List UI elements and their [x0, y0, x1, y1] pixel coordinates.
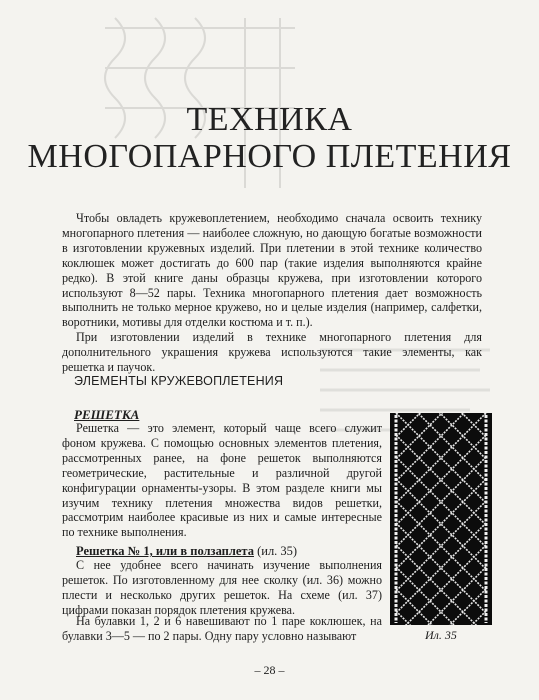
grid1-instructions: На булавки 1, 2 и 6 навешивают по 1 паре коклюшек, на булавки 3—5 — по 2 пары. Одну пару условно называют — [62, 614, 382, 643]
grid1-heading — [76, 544, 297, 559]
grid1-paragraph: С нее удобнее всего начинать изучение выполнения решеток. По изготовленному для нее сколку (ил. 36) можно плести и несколько других решеток. На схеме (ил. 37) цифрами показан порядок плетения кружева. — [62, 558, 382, 617]
grid-description-paragraph: Решетка — это элемент, который чаще всего служит фоном кружева. С помощью основных элементов плетения, рассмотренных ранее, на фоне решеток выполняются геометрические, растительные и различной другой конфигурации орнаменты-узоры. В этом разделе книги мы изучим технику плетения множества видов решетки, рассмотрим наиболее красивые из них и самые интересные по технике выполнения. — [62, 421, 382, 540]
figure-caption: Ил. 35 — [425, 628, 457, 642]
page-number: – 28 – — [254, 663, 285, 677]
subsection-heading: РЕШЕТКА — [74, 407, 140, 422]
grid1-title: Решетка № 1, или в ползаплета — [76, 544, 254, 558]
lace-grid-icon — [390, 413, 492, 625]
lace-grid-photo — [390, 413, 492, 625]
page-title-line-1: ТЕХНИКА — [186, 101, 353, 138]
intro-paragraph-2: При изготовлении изделий в технике многопарного плетения для дополнительного украшения кружева используются такие элементы, как решетка и паучок. — [62, 330, 482, 374]
grid1-figure-ref: (ил. 35) — [253, 544, 298, 558]
page-title-line-2: МНОГОПАРНОГО ПЛЕТЕНИЯ — [27, 138, 512, 175]
intro-paragraph-1: Чтобы овладеть кружевоплетением, необходимо сначала освоить технику многопарного плетения — наиболее сложную, но дающую богатые возможности в изготовлении кружевных изделий. При плетении в этой технике количество коклюшек может достигать до 600 пар (такие изделия выполняются крайне редко). В этой книге даны образцы кружева, при изготовлении которого используют 8—52 пары. Техника многопарного плетения дает возможность выполнить не только мерное кружево, но и целые изделия (например, салфетки, воротники, мотивы для отделки костюма и т. п.). — [62, 211, 482, 330]
section-heading: ЭЛЕМЕНТЫ КРУЖЕВОПЛЕТЕНИЯ — [74, 374, 284, 388]
